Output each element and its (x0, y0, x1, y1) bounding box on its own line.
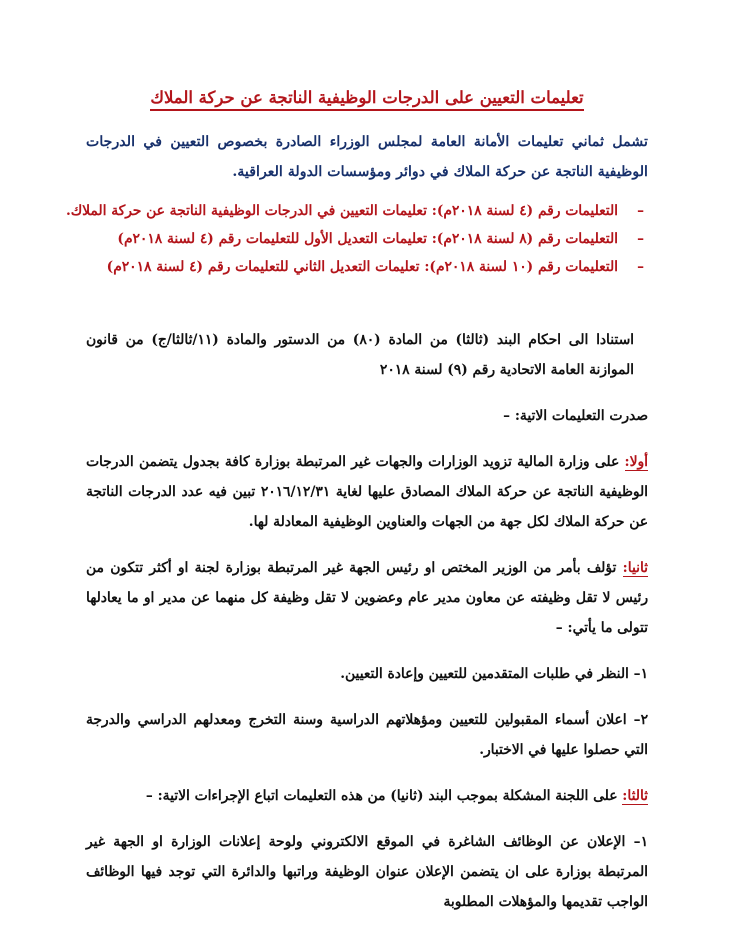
reference-text: التعليمات رقم (٨ لسنة ٢٠١٨م): تعليمات التعديل الأول للتعليمات رقم (٤ لسنة ٢٠١٨م) (117, 231, 618, 247)
document-title (86, 88, 648, 107)
clause-second-label: ثانيا: (622, 560, 648, 576)
preamble-paragraph: استنادا الى احكام البند (ثالثا) من المادة (٨٠) من الدستور والمادة (١١/ثالثا/ج) من قانون الموازنة العامة الاتحادية رقم (٩) لسنة ٢٠١٨ (86, 332, 634, 378)
list-dash: – (637, 203, 644, 219)
clause-first (86, 447, 648, 537)
document-title-text: تعليمات التعيين على الدرجات الوظيفية الناتجة عن حركة الملاك (150, 88, 583, 111)
list-dash: – (637, 259, 644, 275)
references-list (66, 197, 648, 281)
clause-second-item-2: ٢– اعلان أسماء المقبولين للتعيين ومؤهلاتهم الدراسية وسنة التخرج ومعدلهم الدراسي والدرجة التي حصلوا عليها في الاختبار. (86, 712, 648, 758)
issued-line: صدرت التعليمات الاتية: – (503, 408, 648, 424)
clause-second-item-1: ١– النظر في طلبات المتقدمين للتعيين وإعادة التعيين. (340, 666, 648, 682)
clause-second-text: تؤلف بأمر من الوزير المختص او رئيس الجهة غير المرتبطة بوزارة لجنة او أكثر تتكون من رئيس لا تقل وظيفته عن معاون مدير عام وعضوين لا تقل وظيفة كل منهما عن مدير او ما يعادلها تتولى ما يأتي: – (86, 560, 648, 636)
reference-item (86, 253, 644, 281)
reference-text: التعليمات رقم (٤ لسنة ٢٠١٨م): تعليمات التعيين في الدرجات الوظيفية الناتجة عن حركة الملاك. (66, 203, 618, 219)
clause-third-text: على اللجنة المشكلة بموجب البند (ثانيا) من هذه التعليمات اتباع الإجراءات الاتية: – (145, 788, 623, 804)
list-dash: – (637, 231, 644, 247)
clause-third-item-1: ١– الإعلان عن الوظائف الشاغرة في الموقع الالكتروني ولوحة إعلانات الوزارة او الجهة غير المرتبطة بوزارة على ان يتضمن الإعلان عنوان الوظيفة وراتبها والدائرة التي توجد فيها الوظائف الواجب تقديمها والمؤهلات المطلوبة (86, 834, 648, 910)
clause-second (86, 553, 648, 643)
reference-item (86, 225, 644, 253)
clause-first-text: على وزارة المالية تزويد الوزارات والجهات غير المرتبطة بوزارة كافة بجدول يتضمن الدرجات الوظيفية الناتجة عن حركة الملاك المصادق عليها لغاية ٢٠١٦/١٢/٣١ تبين فيه عدد الدرجات الناتجة عن حركة الملاك لكل جهة من الجهات والعناوين الوظيفية المعادلة لها. (86, 454, 648, 530)
intro-paragraph: تشمل ثماني تعليمات الأمانة العامة لمجلس الوزراء الصادرة بخصوص التعيين في الدرجات الوظيفية الناتجة عن حركة الملاك في دوائر ومؤسسات الدولة العراقية. (86, 134, 648, 180)
clause-third-label: ثالثا: (622, 788, 648, 804)
clause-first-label: أولا: (624, 454, 648, 470)
reference-item (66, 197, 644, 225)
reference-text: التعليمات رقم (١٠ لسنة ٢٠١٨م): تعليمات التعديل الثاني للتعليمات رقم (٤ لسنة ٢٠١٨م) (106, 259, 618, 275)
clause-third (86, 781, 648, 811)
